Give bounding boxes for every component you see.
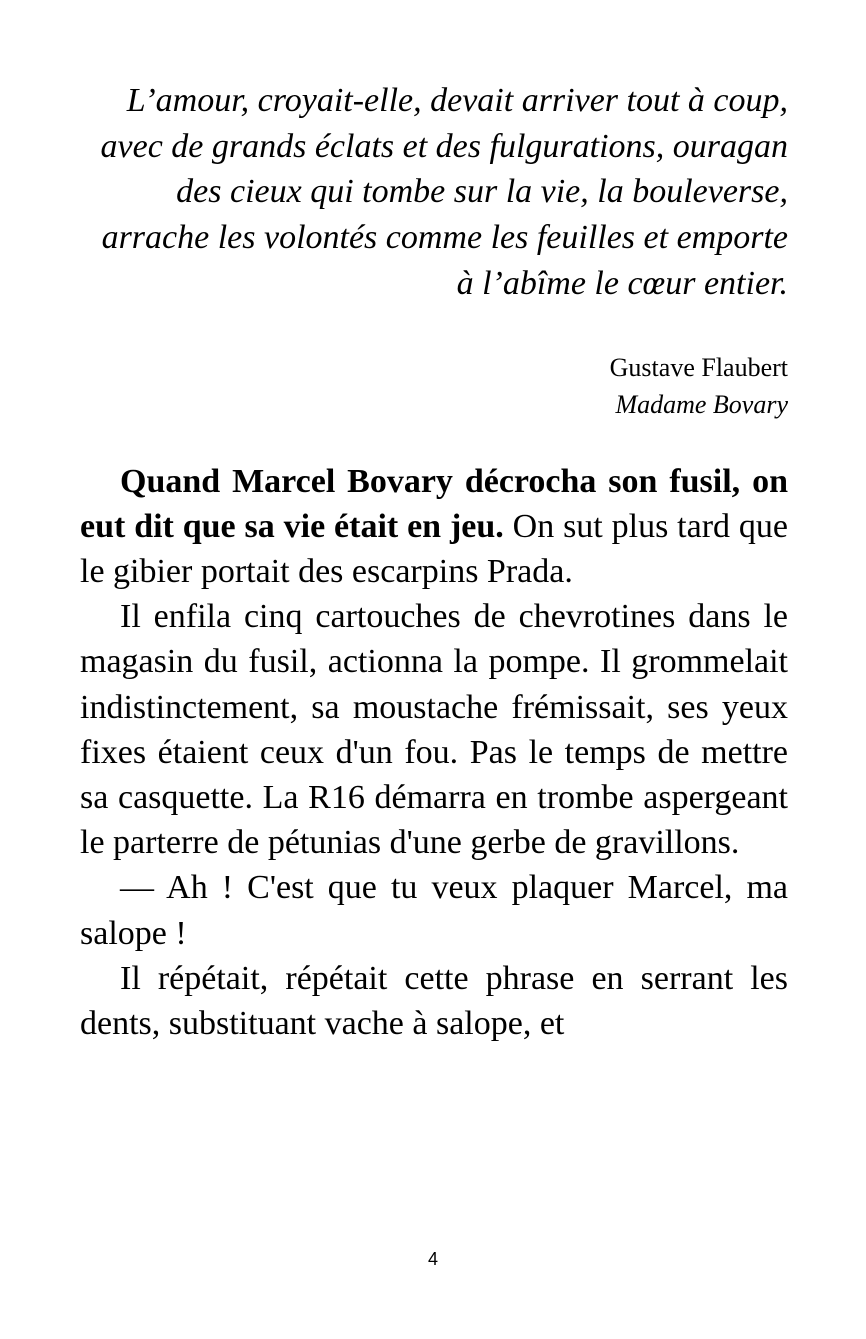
opening-sentence: Quand Marcel Bovary décrocha son fusil, on eut dit que sa vie était en jeu. — [80, 462, 788, 545]
epigraph-work-title: Madame Bovary — [615, 389, 788, 419]
dialogue-paragraph: — Ah ! C'est que tu veux plaquer Marcel, ma salope ! — [80, 869, 788, 952]
body-paragraph: Il enfila cinq cartouches de chevrotines dans le magasin du fusil, actionna la pompe. Il grommelait indistinctement, sa moustache frémissait, ses yeux fixes étaient ceux d'un fou. Pas le temps de mettre sa casquette. La R16 démarra en trombe aspergeant le parterre de pétunias d'une gerbe de gravillons. — [80, 598, 788, 862]
epigraph-attribution — [80, 349, 788, 423]
book-page — [80, 78, 788, 1046]
epigraph-quote: L’amour, croyait-elle, devait arriver tout à coup, avec de grands éclats et des fulgurations, ouragan des cieux qui tombe sur la vie, la bouleverse, arrache les volontés comme les feuilles et emporte à l’abîme le cœur entier. — [100, 82, 788, 302]
page-number: 4 — [427, 1249, 438, 1269]
chapter-body — [80, 459, 788, 1047]
body-paragraph: Il répétait, répétait cette phrase en serrant les dents, substituant vache à salope, et — [80, 959, 788, 1042]
epigraph-author: Gustave Flaubert — [609, 352, 788, 382]
paragraph-text: On sut plus tard que le gibier portait des escarpins Prada. — [80, 507, 788, 590]
body-paragraph — [80, 459, 788, 595]
